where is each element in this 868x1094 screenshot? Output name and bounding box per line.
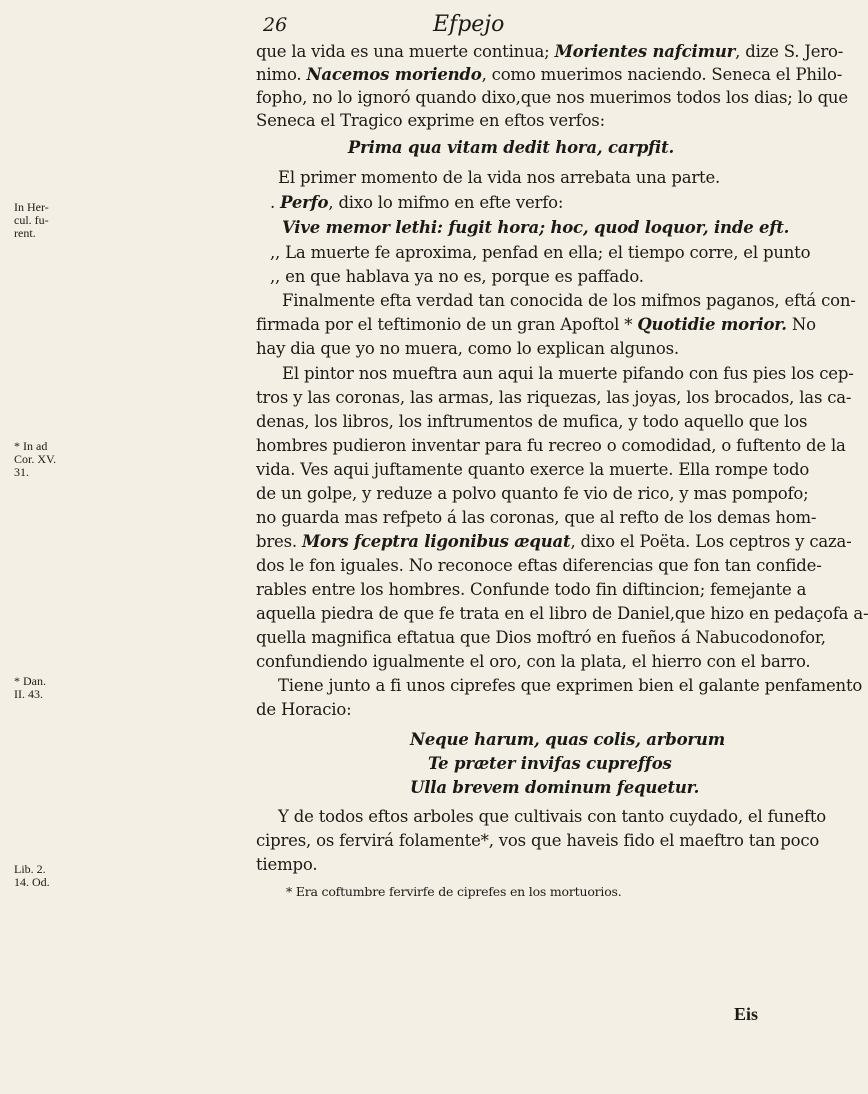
text-line [256, 40, 843, 64]
text-run: confundiendo igualmente el oro, con la plata, el hierro con el barro. [256, 652, 811, 671]
text-line [410, 728, 725, 752]
text-line [256, 434, 846, 458]
text-run: Y de todos eftos arboles que cultivais con tanto cuydado, el funefto [278, 807, 827, 826]
text-line [282, 289, 856, 313]
text-line [278, 674, 862, 698]
text-line [256, 410, 807, 434]
text-run: Finalmente efta verdad tan conocida de los mifmos paganos, eftá con- [282, 291, 856, 310]
text-line [256, 530, 852, 554]
text-run: dos le fon iguales. No reconoce eftas diferencias que fon tan confide- [256, 556, 822, 575]
text-line [256, 458, 809, 482]
text-line [256, 109, 605, 133]
text-run: tros y las coronas, las armas, las riquezas, las joyas, los brocados, las ca- [256, 388, 852, 407]
text-line [256, 626, 826, 650]
text-line [256, 506, 816, 530]
text-line [256, 313, 816, 337]
text-run: , dize S. Jero- [735, 42, 844, 61]
text-line [256, 650, 810, 674]
text-run: El pintor nos mueftra aun aqui la muerte pifando con fus pies los cep- [282, 364, 854, 383]
text-line [256, 578, 806, 602]
italic-quotation: Morientes nafcimur [554, 42, 736, 61]
text-run: de un golpe, y reduze a polvo quanto fe vio de rico, y mas pompofo; [256, 484, 809, 503]
italic-quotation: Perfo [280, 193, 329, 212]
text-line [256, 554, 822, 578]
text-run: . [270, 193, 281, 212]
text-run: hay dia que yo no muera, como lo explican algunos. [256, 339, 679, 358]
page-header [263, 12, 640, 40]
page-number: 26 [263, 14, 288, 36]
catchword: Eis [734, 1004, 759, 1024]
text-line [256, 698, 351, 722]
text-line [270, 191, 563, 215]
text-line [256, 482, 808, 506]
italic-quotation: Quotidie morior. [637, 315, 787, 334]
margin-note: In Her- cul. fu- rent. [14, 200, 49, 240]
italic-quotation: Ulla brevem dominum fequetur. [410, 778, 700, 797]
text-run: no guarda mas refpeto á las coronas, que al refto de los demas hom- [256, 508, 817, 527]
text-line [286, 880, 622, 904]
text-run: cipres, os fervirá folamente*, vos que haveis fido el maeftro tan poco [256, 831, 820, 850]
text-line [256, 337, 679, 361]
text-run: denas, los libros, los inftrumentos de mufica, y todo aquello que los [256, 412, 808, 431]
margin-note: * Dan. II. 43. [14, 674, 46, 701]
text-run: nimo. [256, 65, 307, 84]
italic-quotation: Prima qua vitam dedit hora, carpfit. [347, 138, 675, 157]
text-line [270, 265, 644, 289]
running-title: Efpejo [433, 12, 505, 37]
text-run: vida. Ves aqui juftamente quanto exerce la muerte. Ella rompe todo [256, 460, 810, 479]
text-line [410, 776, 699, 800]
text-line [278, 166, 720, 190]
text-line [256, 86, 848, 110]
text-run: No [786, 315, 816, 334]
text-run: quella magnifica eftatua que Dios moftró en fueños á Nabucodonofor, [256, 628, 826, 647]
text-line [270, 241, 810, 265]
text-run: bres. [256, 532, 302, 551]
text-line [256, 386, 851, 410]
text-run: aquella piedra de que fe trata en el libro de Daniel,que hizo en pedaçofa a- [256, 604, 868, 623]
text-run: Seneca el Tragico exprime en eftos verfos: [256, 111, 605, 130]
text-run: , dixo el Poëta. Los ceptros y caza- [570, 532, 852, 551]
text-run: Tiene junto a fi unos ciprefes que exprimen bien el galante penfamento [278, 676, 863, 695]
text-run: El primer momento de la vida nos arrebata una parte. [278, 168, 721, 187]
italic-quotation: Te præter invifas cupreffos [428, 754, 672, 773]
text-run: hombres pudieron inventar para fu recreo o comodidad, o fuftento de la [256, 436, 846, 455]
text-run: rables entre los hombres. Confunde todo fin diftincion; femejante a [256, 580, 807, 599]
text-line [256, 136, 766, 160]
margin-note: * In ad Cor. XV. 31. [14, 439, 57, 479]
text-run: fopho, no lo ignoró quando dixo,que nos muerimos todos los dias; lo que [256, 88, 848, 107]
text-run: ,, La muerte fe aproxima, penfad en ella; el tiempo corre, el punto [270, 243, 811, 262]
text-run: que la vida es una muerte continua; [256, 42, 555, 61]
text-line [256, 853, 317, 877]
text-line [282, 216, 789, 240]
text-run: firmada por el teftimonio de un gran Apoftol * [256, 315, 638, 334]
text-line [282, 362, 854, 386]
text-line [256, 829, 819, 853]
text-line [428, 752, 672, 776]
text-run: * Era coftumbre fervirfe de ciprefes en los mortuorios. [286, 884, 622, 899]
text-line [256, 63, 842, 87]
margin-note: Lib. 2. 14. Od. [14, 862, 50, 889]
italic-quotation: Mors fceptra ligonibus æquat [301, 532, 571, 551]
text-line [278, 805, 826, 829]
italic-quotation: Nacemos moriendo [306, 65, 482, 84]
text-run: de Horacio: [256, 700, 352, 719]
italic-quotation: Vive memor lethi: fugit hora; hoc, quod loquor, inde eft. [282, 218, 790, 237]
text-run: , como muerimos naciendo. Seneca el Philo- [481, 65, 843, 84]
italic-quotation: Neque harum, quas colis, arborum [410, 730, 725, 749]
text-run: ,, en que hablava ya no es, porque es paffado. [270, 267, 644, 286]
text-line [256, 602, 868, 626]
text-run: , dixo lo mifmo en efte verfo: [328, 193, 564, 212]
text-run: tiempo. [256, 855, 318, 874]
